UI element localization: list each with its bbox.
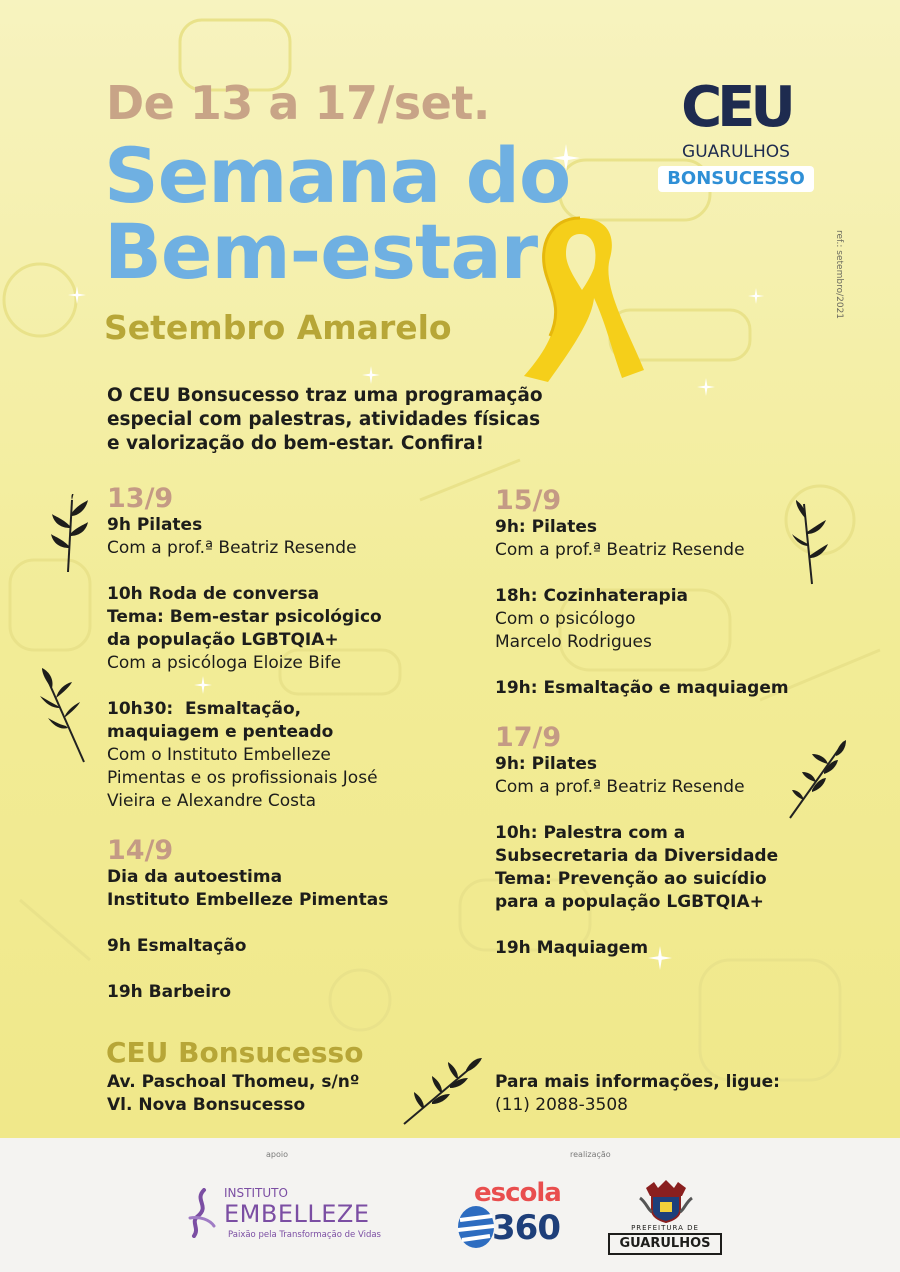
prefeitura-logo [608, 1178, 722, 1254]
intro-line-2: especial com palestras, atividades físicas [107, 409, 541, 430]
leaf-branch-icon [48, 494, 92, 574]
event-title-line: 19h: Esmaltação e maquiagem [495, 678, 789, 698]
leaf-branch-icon [400, 1056, 484, 1128]
event-title-line: 10h Roda de conversa [107, 584, 320, 604]
schedule-date-17-9: 17/9 [495, 722, 562, 753]
embelleze-logo [184, 1184, 381, 1248]
event-title-line: Instituto Embelleze Pimentas [107, 890, 389, 910]
sparkle-icon [362, 366, 380, 384]
intro-emphasis: Confira! [400, 433, 485, 454]
event-title-line: 10h30: Esmaltação, [107, 699, 302, 719]
event-item [495, 677, 825, 700]
event-title-line: 9h: Pilates [495, 517, 598, 537]
contact-label: Para mais informações, ligue: [495, 1072, 780, 1092]
event-item [107, 981, 437, 1004]
escola-number: 360 [492, 1208, 560, 1248]
schedule-date-14-9: 14/9 [107, 835, 174, 866]
event-item [495, 516, 825, 562]
event-detail: Com a prof.ª Beatriz Resende [495, 540, 745, 560]
reference-code: ref.: setembro/2021 [834, 230, 844, 320]
event-item [495, 585, 825, 654]
event-detail: Com a prof.ª Beatriz Resende [107, 538, 357, 558]
intro-paragraph [107, 384, 607, 456]
event-item [107, 698, 437, 813]
event-title-line: Tema: Prevenção ao suicídio [495, 869, 767, 889]
footer [0, 1138, 900, 1272]
sparkle-icon [697, 378, 715, 396]
event-title-line: da população LGBTQIA+ [107, 630, 339, 650]
title-line-1: Semana do [104, 131, 571, 220]
event-item [107, 514, 437, 560]
realization-label: realização [570, 1150, 611, 1159]
escola-360-logo [456, 1178, 568, 1258]
event-title-line: Dia da autoestima [107, 867, 283, 887]
intro-line-1: O CEU Bonsucesso traz uma programação [107, 385, 543, 406]
event-title-line: 10h: Palestra com a [495, 823, 686, 843]
embelleze-swirl-icon [184, 1188, 218, 1238]
event-title-line: Tema: Bem-estar psicológico [107, 607, 382, 627]
intro-line-3 [107, 432, 607, 456]
schedule-date-15-9: 15/9 [495, 485, 562, 516]
title-line-2: Bem-estar [104, 207, 538, 296]
coat-of-arms-icon [638, 1178, 694, 1224]
event-detail: Com a psicóloga Eloize Bife [107, 653, 342, 673]
intro-line-3-text: e valorização do bem-estar. [107, 433, 401, 454]
event-title-line: 9h Pilates [107, 515, 203, 535]
event-detail: Marcelo Rodrigues [495, 632, 652, 652]
yellow-ribbon-icon [510, 206, 650, 386]
embelleze-top: INSTITUTO [224, 1186, 288, 1200]
event-title-line: Subsecretaria da Diversidade [495, 846, 779, 866]
schedule-right-column [495, 486, 825, 983]
venue-address-line-2: Vl. Nova Bonsucesso [107, 1095, 306, 1115]
venue-name: CEU Bonsucesso [106, 1036, 364, 1069]
event-title-line: maquiagem e penteado [107, 722, 334, 742]
event-item [107, 935, 437, 958]
event-title-line: 19h Barbeiro [107, 982, 232, 1002]
event-item [495, 937, 825, 960]
event-item [495, 753, 825, 799]
event-detail: Com o Instituto Embelleze [107, 745, 331, 765]
prefeitura-top: PREFEITURA DE [631, 1224, 699, 1232]
event-title-line: 9h: Pilates [495, 754, 598, 774]
venue-address-line-1: Av. Paschoal Thomeu, s/nº [107, 1072, 360, 1092]
schedule-date-13-9: 13/9 [107, 483, 174, 514]
event-detail: Com a prof.ª Beatriz Resende [495, 777, 745, 797]
prefeitura-name: GUARULHOS [608, 1233, 722, 1255]
event-item [107, 866, 437, 912]
date-range: De 13 a 17/set. [106, 76, 490, 130]
event-item [495, 822, 825, 914]
event-detail: Com o psicólogo [495, 609, 636, 629]
event-item [107, 583, 437, 675]
escola-word: escola [474, 1178, 561, 1208]
event-detail: Pimentas e os profissionais José [107, 768, 378, 788]
event-title-line: 19h Maquiagem [495, 938, 649, 958]
ceu-logo-mark: CEU [681, 75, 791, 140]
embelleze-name: EMBELLEZE [224, 1200, 370, 1228]
event-title-line: 9h Esmaltação [107, 936, 247, 956]
sparkle-icon [68, 286, 86, 304]
ceu-logo-unit: BONSUCESSO [658, 166, 814, 192]
support-label: apoio [266, 1150, 288, 1159]
event-subtitle: Setembro Amarelo [104, 308, 452, 347]
ceu-logo-city: GUARULHOS [682, 142, 790, 162]
globe-icon [456, 1204, 496, 1250]
event-title-line: para a população LGBTQIA+ [495, 892, 764, 912]
ceu-logo [656, 76, 816, 194]
contact-phone: (11) 2088-3508 [495, 1095, 628, 1115]
event-title-line: 18h: Cozinhaterapia [495, 586, 689, 606]
schedule-left-column [107, 484, 437, 1027]
embelleze-tagline: Paixão pela Transformação de Vidas [228, 1230, 381, 1240]
event-detail: Vieira e Alexandre Costa [107, 791, 317, 811]
sparkle-icon [748, 288, 764, 304]
event-title [104, 131, 571, 296]
leaf-branch-icon [36, 668, 88, 764]
